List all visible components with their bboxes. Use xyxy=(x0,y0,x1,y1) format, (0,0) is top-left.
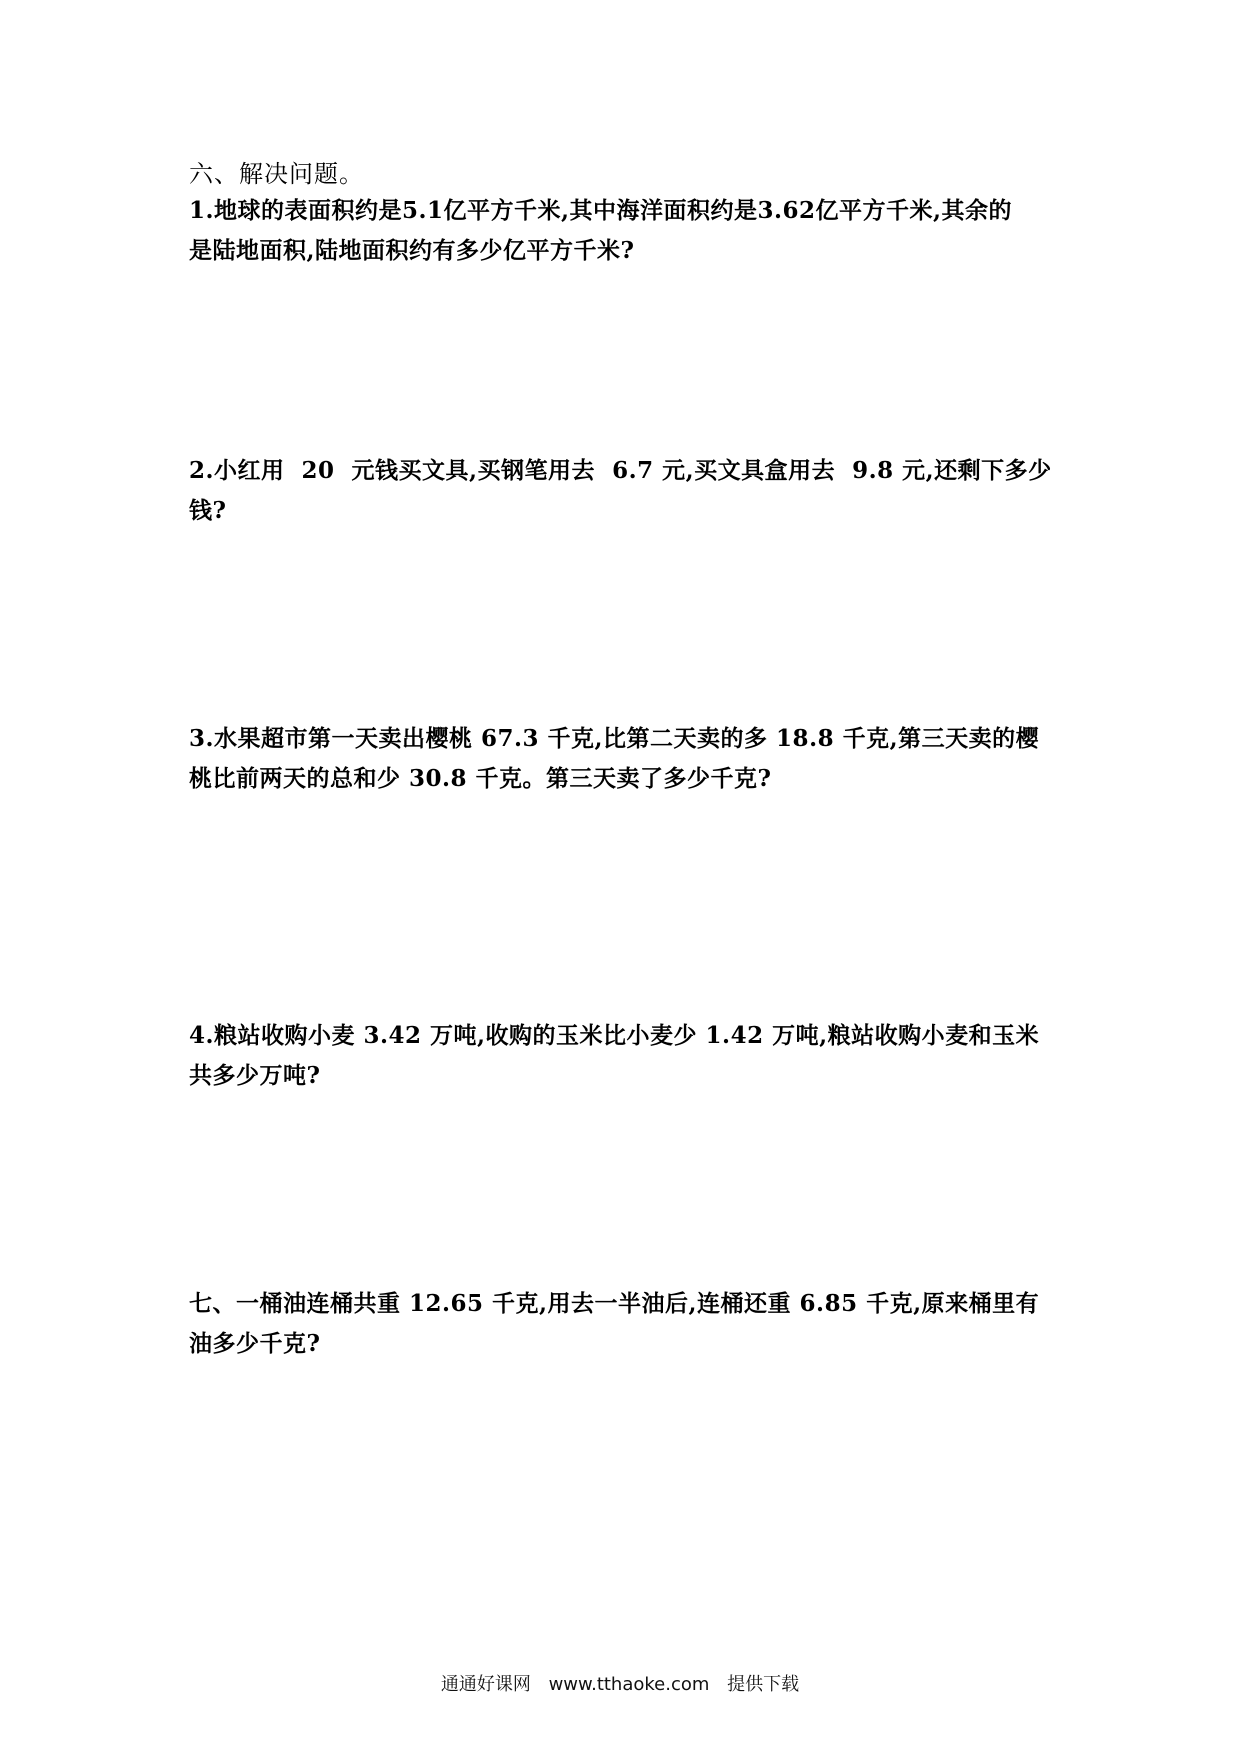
problem-3-line-1: 3.水果超市第一天卖出樱桃 67.3 千克,比第二天卖的多 18.8 千克,第三天卖的樱 xyxy=(189,725,1040,752)
problem-4-line-1: 4.粮站收购小麦 3.42 万吨,收购的玉米比小麦少 1.42 万吨,粮站收购小麦和玉米 xyxy=(189,1022,1040,1049)
section-heading: 六、解决问题。 xyxy=(189,160,364,188)
page-footer xyxy=(0,1673,1240,1697)
problem-2 xyxy=(189,451,1059,531)
footer-suffix: 提供下载 xyxy=(727,1674,800,1695)
problem-section-7-line-2: 油多少千克? xyxy=(189,1330,321,1357)
footer-site-name: 通通好课网 xyxy=(440,1674,531,1695)
problem-1-line-2: 是陆地面积,陆地面积约有多少亿平方千米? xyxy=(189,237,635,264)
problem-2-line-2: 钱? xyxy=(189,497,227,524)
problem-3-line-2: 桃比前两天的总和少 30.8 千克。第三天卖了多少千克? xyxy=(189,765,772,792)
problem-3 xyxy=(189,719,1059,799)
problem-section-7-line-1: 七、一桶油连桶共重 12.65 千克,用去一半油后,连桶还重 6.85 千克,原来桶里有 xyxy=(189,1290,1040,1317)
problem-section-7 xyxy=(189,1284,1059,1364)
problem-2-line-1: 2.小红用 20 元钱买文具,买钢笔用去 6.7 元,买文具盒用去 9.8 元,还剩下多少 xyxy=(189,457,1052,484)
footer-url: www.tthaoke.com xyxy=(548,1674,710,1695)
problem-1-line-1: 1.地球的表面积约是5.1亿平方千米,其中海洋面积约是3.62亿平方千米,其余的 xyxy=(189,197,1013,224)
problem-4 xyxy=(189,1016,1059,1096)
problem-4-line-2: 共多少万吨? xyxy=(189,1062,321,1089)
problem-1 xyxy=(189,191,1059,271)
